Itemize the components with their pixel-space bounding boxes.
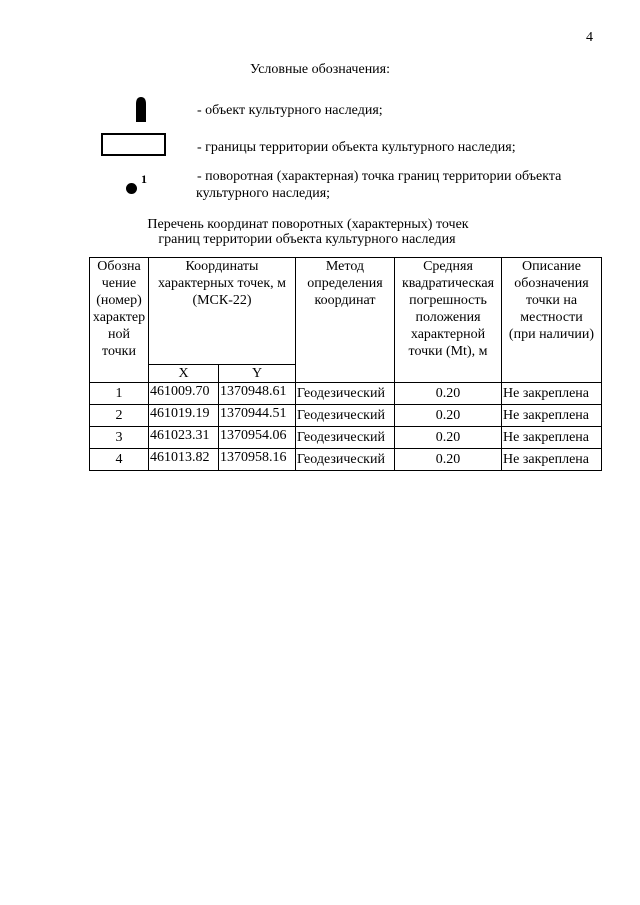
cell-y: 1370958.16: [219, 449, 296, 471]
table-title: [0, 217, 640, 247]
header-y: Y: [219, 365, 296, 383]
cell-desc: Не закреплена: [502, 449, 602, 471]
header-x: X: [149, 365, 219, 383]
legend-item-turning-point-line1: - поворотная (характерная) точка границ территории объекта: [197, 169, 562, 184]
coordinates-table: [89, 257, 602, 471]
cell-method: Геодезический: [296, 427, 395, 449]
cell-error: 0.20: [395, 383, 502, 405]
legend-title: Условные обозначения:: [249, 62, 391, 77]
cell-num: 2: [90, 405, 149, 427]
header-error: Средняя квадратическая погрешность положения характерной точки (Mt), м: [395, 258, 502, 383]
cell-error: 0.20: [395, 449, 502, 471]
table-title-line2: границ территории объекта культурного наследия: [158, 232, 456, 247]
monument-icon: [134, 97, 148, 122]
table-row: [90, 405, 602, 427]
header-method: Метод определения координат: [296, 258, 395, 383]
cell-y: 1370948.61: [219, 383, 296, 405]
table-header-row: [90, 258, 602, 365]
turning-point-number: 1: [141, 172, 147, 186]
cell-x: 461019.19: [149, 405, 219, 427]
table-title-line1: Перечень координат поворотных (характерных) точек: [147, 217, 469, 232]
header-description: Описание обозначения точки на местности (при наличии): [502, 258, 602, 383]
cell-error: 0.20: [395, 427, 502, 449]
cell-method: Геодезический: [296, 405, 395, 427]
cell-x: 461009.70: [149, 383, 219, 405]
cell-num: 4: [90, 449, 149, 471]
cell-method: Геодезический: [296, 449, 395, 471]
turning-point-icon: [126, 183, 137, 194]
cell-x: 461013.82: [149, 449, 219, 471]
cell-desc: Не закреплена: [502, 383, 602, 405]
cell-desc: Не закреплена: [502, 405, 602, 427]
legend-item-monument: - объект культурного наследия;: [197, 103, 383, 118]
legend-item-turning-point-line2: культурного наследия;: [196, 186, 331, 201]
cell-num: 3: [90, 427, 149, 449]
cell-y: 1370944.51: [219, 405, 296, 427]
header-coordinates: Координаты характерных точек, м (МСК-22): [149, 258, 296, 365]
table-row: [90, 383, 602, 405]
header-designation: Обозна чение (номер) характер ной точки: [90, 258, 149, 383]
cell-method: Геодезический: [296, 383, 395, 405]
cell-num: 1: [90, 383, 149, 405]
border-rectangle-icon: [101, 133, 166, 156]
cell-x: 461023.31: [149, 427, 219, 449]
cell-error: 0.20: [395, 405, 502, 427]
table-row: [90, 449, 602, 471]
page-number: 4: [586, 30, 593, 45]
legend-item-border: - границы территории объекта культурного наследия;: [197, 140, 516, 155]
cell-desc: Не закреплена: [502, 427, 602, 449]
cell-y: 1370954.06: [219, 427, 296, 449]
legend-item-turning-point: [197, 168, 561, 202]
table-row: [90, 427, 602, 449]
